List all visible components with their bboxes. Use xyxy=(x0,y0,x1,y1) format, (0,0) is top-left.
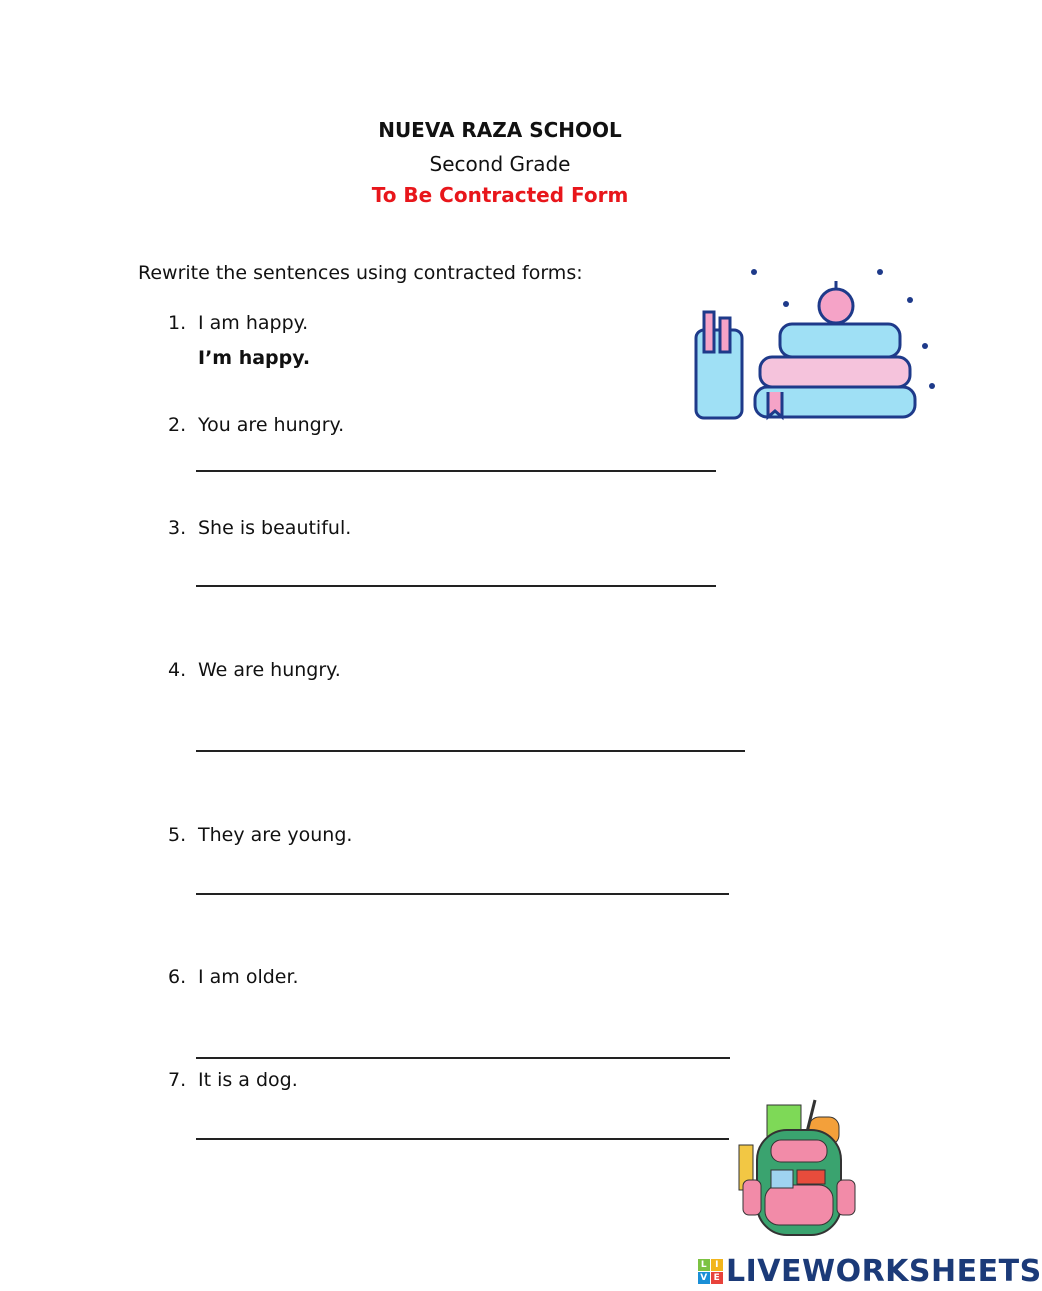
question-text: I am happy. xyxy=(198,312,309,334)
question-text: They are young. xyxy=(198,824,353,846)
logo-text: LIVEWORKSHEETS xyxy=(726,1254,1042,1289)
question-number: 5. xyxy=(168,824,187,846)
backpack-illustration xyxy=(735,1095,865,1245)
books-illustration xyxy=(690,262,940,432)
question-number: 1. xyxy=(168,312,187,334)
question-text: You are hungry. xyxy=(198,414,345,436)
school-name: NUEVA RAZA SCHOOL xyxy=(378,118,622,142)
answer-6-input[interactable] xyxy=(196,1033,730,1059)
question-2 xyxy=(168,414,344,436)
question-text: She is beautiful. xyxy=(198,517,352,539)
answer-3-input[interactable] xyxy=(196,561,716,587)
answer-4-input[interactable] xyxy=(196,726,745,752)
question-3 xyxy=(168,517,351,539)
answer-7-input[interactable] xyxy=(196,1114,729,1140)
question-4 xyxy=(168,659,341,681)
question-number: 2. xyxy=(168,414,187,436)
question-5 xyxy=(168,824,352,846)
grade-label: Second Grade xyxy=(429,152,571,176)
answer-1-example: I’m happy. xyxy=(198,347,311,369)
question-number: 7. xyxy=(168,1069,187,1091)
logo-tiles-icon: L I V E xyxy=(698,1259,723,1284)
question-7 xyxy=(168,1069,298,1091)
question-text: We are hungry. xyxy=(198,659,341,681)
question-number: 3. xyxy=(168,517,187,539)
instructions: Rewrite the sentences using contracted forms: xyxy=(138,262,583,284)
question-1 xyxy=(168,312,308,334)
question-number: 6. xyxy=(168,966,187,988)
question-6 xyxy=(168,966,299,988)
answer-5-input[interactable] xyxy=(196,869,729,895)
worksheet-topic: To Be Contracted Form xyxy=(371,183,629,207)
liveworksheets-logo xyxy=(698,1254,1042,1289)
answer-2-input[interactable] xyxy=(196,446,716,472)
question-text: I am older. xyxy=(198,966,299,988)
question-text: It is a dog. xyxy=(198,1069,298,1091)
question-number: 4. xyxy=(168,659,187,681)
